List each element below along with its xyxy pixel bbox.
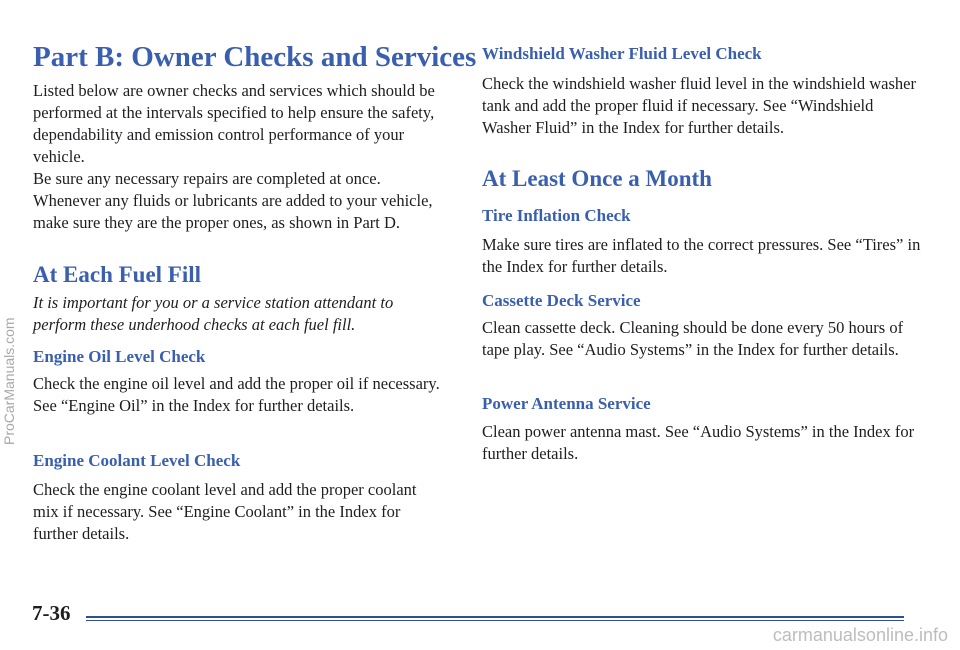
section-heading-fuel-fill: At Each Fuel Fill [33,262,202,287]
oil-check-heading: Engine Oil Level Check [33,347,206,366]
page-title: Part B: Owner Checks and Services [33,41,477,73]
side-watermark: ProCarManuals.com [1,317,17,445]
footer-rule [86,616,904,618]
coolant-check-text: Check the engine coolant level and add the proper coolant mix if necessary. See “Engine Coolant” in the Index for further details. [33,480,417,543]
washer-check-text: Check the windshield washer fluid level in the windshield washer tank and add the proper fluid if necessary. See “Windshield Washer Fluid” in the Index for further details. [482,74,916,137]
oil-check-text: Check the engine oil level and add the proper oil if necessary. See “Engine Oil” in the Index for further details. [33,374,440,415]
intro-paragraph-1: Listed below are owner checks and services which should be performed at the intervals specified to help ensure the safety, dependability and emission control performance of your vehicle. [33,81,435,166]
section-heading-monthly: At Least Once a Month [482,166,712,191]
washer-check-heading: Windshield Washer Fluid Level Check [482,44,762,63]
cassette-service-heading: Cassette Deck Service [482,291,641,310]
cassette-service-text: Clean cassette deck. Cleaning should be done every 50 hours of tape play. See “Audio Systems” in the Index for further details. [482,318,904,359]
antenna-service-heading: Power Antenna Service [482,394,651,413]
page-number: 7-36 [32,601,71,625]
tire-check-heading: Tire Inflation Check [482,206,631,225]
tire-check-text: Make sure tires are inflated to the correct pressures. See “Tires” in the Index for further details. [482,235,921,276]
intro-paragraph-2: Be sure any necessary repairs are completed at once. Whenever any fluids or lubricants are added to your vehicle, make sure they are the proper ones, as shown in Part D. [33,169,433,232]
footer-rule-thin [86,620,904,621]
antenna-service-text: Clean power antenna mast. See “Audio Systems” in the Index for further details. [482,422,915,463]
fuel-fill-note: It is important for you or a service station attendant to perform these underhood checks at each fuel fill. [33,293,394,334]
bottom-watermark: carmanualsonline.info [772,625,948,645]
coolant-check-heading: Engine Coolant Level Check [33,451,241,470]
